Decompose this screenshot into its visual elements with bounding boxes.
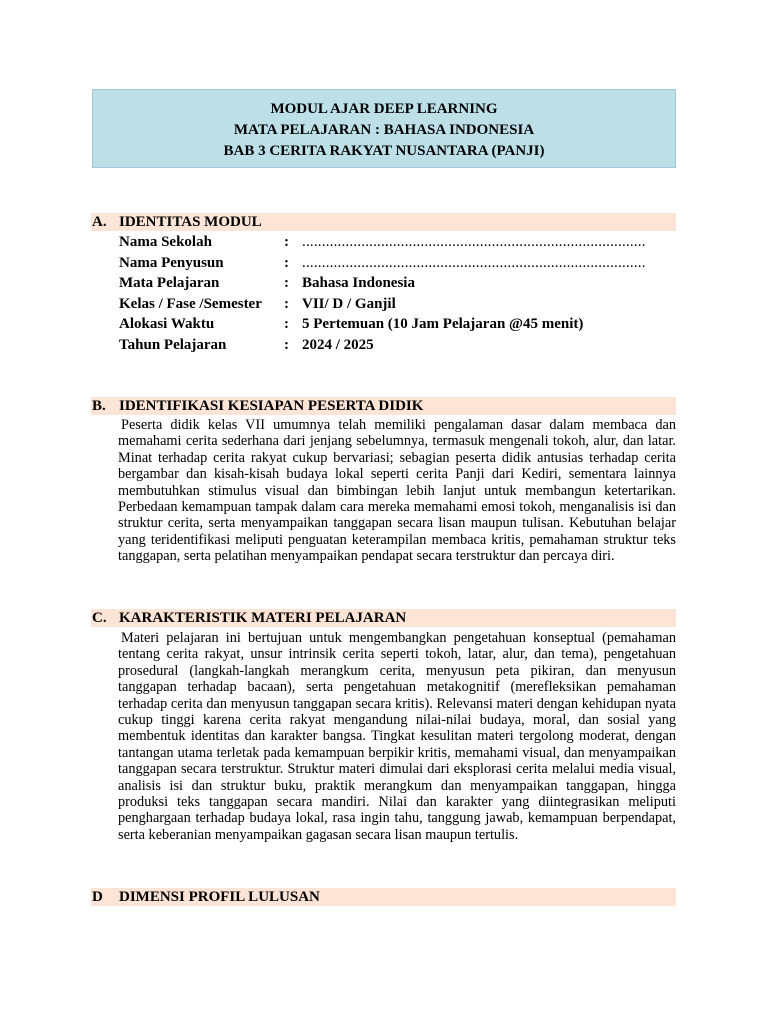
identity-label: Alokasi Waktu [119,316,215,332]
identity-colon: : [284,254,289,271]
module-title-line-2: MATA PELAJARAN : BAHASA INDONESIA [233,122,535,138]
section-b-title: IDENTIFIKASI KESIAPAN PESERTA DIDIK [119,398,424,414]
identity-value: Bahasa Indonesia [302,275,415,291]
section-d-heading [91,888,676,906]
identity-colon: : [284,275,289,291]
identity-value: 5 Pertemuan (10 Jam Pelajaran @45 menit) [302,316,584,332]
identity-label: Nama Penyusun [119,254,224,271]
identity-colon: : [284,234,289,250]
section-c-paragraph: Materi pelajaran ini bertujuan untuk mengembangkan pengetahuan konseptual (pemahaman tentang cerita rakyat, unsur intrinsik cerita seperti tokoh, latar, alur, dan tema), pengetahuan prosedural (langkah-langkah merangkum cerita, menyusun peta pikiran, dan menyusun tanggapan terhadap bacaan), serta pengetahuan metakognitif (merefleksikan pemahaman terhadap cerita dan menyusun tanggapan secara kritis). Relevansi materi dengan kehidupan nyata cukup tinggi karena cerita rakyat mengandung nilai-nilai budaya, moral, dan sosial yang membentuk identitas dan karakter bangsa. Tingkat kesulitan materi tergolong moderat, dengan tantangan utama terletak pada kemampuan berpikir kritis, memahami visual, dan menyampaikan tanggapan secara terstruktur. Struktur materi dimulai dari eksplorasi cerita melalui media visual, analisis isi dan struktur buku, praktik merangkum dan menyampaikan tanggapan, hingga produksi teks tanggapan secara mandiri. Nilai dan karakter yang diintegrasikan meliputi penghargaan terhadap budaya lokal, rasa ingin tahu, tanggung jawab, kemampuan berpendapat, serta keberanian menyampaikan gagasan secara lisan maupun tertulis. [118,630,676,843]
module-title-box [92,89,676,168]
section-a-heading [91,213,676,231]
section-b-heading [91,397,676,415]
identity-label: Mata Pelajaran [119,275,220,291]
module-title-line-1: MODUL AJAR DEEP LEARNING [270,101,498,117]
identity-value: VII/ D / Ganjil [302,295,396,312]
identity-label: Kelas / Fase /Semester [119,295,262,312]
section-b-paragraph: Peserta didik kelas VII umumnya telah memiliki pengalaman dasar dalam membaca dan memahami cerita sederhana dari jenjang sebelumnya, termasuk mengenali tokoh, alur, dan latar. Minat terhadap cerita rakyat cukup bervariasi; sebagian peserta didik antusias terhadap cerita bergambar dan kisah-kisah budaya lokal seperti cerita Panji dari Kediri, sementara lainnya membutuhkan stimulus visual dan bimbingan lebih lanjut untuk membangun ketertarikan. Perbedaan kemampuan tampak dalam cara mereka memahami emosi tokoh, menganalisis isi dan struktur cerita, serta menyampaikan tanggapan secara lisan maupun tulisan. Kebutuhan belajar yang teridentifikasi meliputi penguatan keterampilan membaca kritis, pemahaman struktur teks tanggapan, serta pelatihan menyampaikan pendapat secara terstruktur dan percaya diri. [118,417,676,565]
identity-colon: : [284,295,289,312]
identity-colon: : [284,316,289,332]
section-a-letter: A. [92,214,107,230]
section-c-title: KARAKTERISTIK MATERI PELAJARAN [119,610,407,626]
identity-value: ....................................................................................... [302,254,646,271]
section-b-letter: B. [92,398,106,414]
section-a-title: IDENTITAS MODUL [119,214,262,230]
identity-label: Nama Sekolah [119,234,212,250]
identity-label: Tahun Pelajaran [119,336,227,353]
section-d-title: DIMENSI PROFIL LULUSAN [119,889,320,905]
identity-value: 2024 / 2025 [302,336,374,353]
section-d-letter: D [92,889,103,905]
section-c-heading [91,609,676,627]
identity-value: ....................................................................................... [302,234,646,250]
section-c-letter: C. [92,610,107,626]
identity-colon: : [284,336,289,353]
module-title-line-3: BAB 3 CERITA RAKYAT NUSANTARA (PANJI) [223,143,545,159]
